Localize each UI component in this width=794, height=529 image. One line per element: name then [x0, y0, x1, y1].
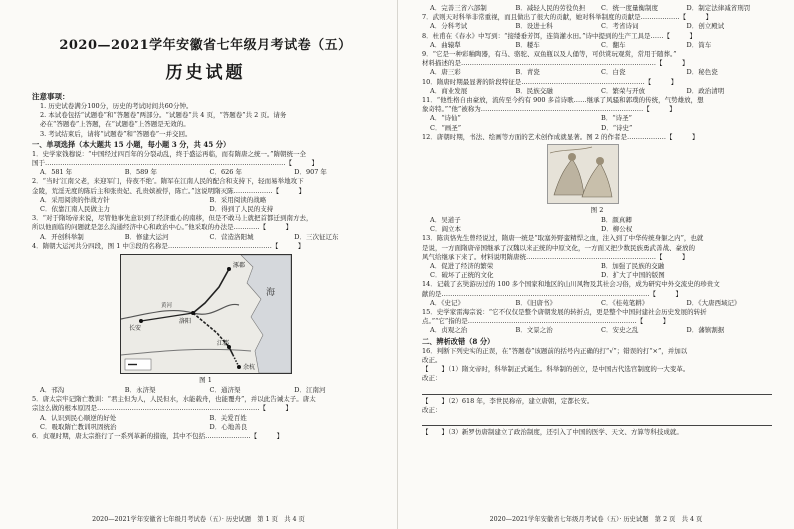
question-text: 是说，一方面隋唐帝国继承了汉魏以来正统的中原文化，一方面又把少数民族勇武善战、豪放的	[422, 243, 695, 252]
option: B．民族交融	[515, 86, 553, 95]
question-text: 2．“当时‘江南父老，来迎军门，侍夜不绝’。隋军在江南人民的配合和支持下，轻而易举地攻下	[32, 177, 304, 186]
question-text: 材料描述的是………………………………………………………………………………【 】	[422, 59, 689, 68]
question-text: 5．唐太宗牢记隋亡教训：“君主但为人，人民但水，水能载舟，也能覆舟”，并以此告诫太子。唐太	[32, 395, 316, 404]
question-text: 15．史学家雷海宗说：“它不仅仅是整个唐朝发展的转折点，更是整个中国封建社会历史发展的转折	[422, 308, 707, 317]
option: A．贞观之治	[430, 326, 468, 335]
question-text: 14．记载了玄奘游历过的 100 多个国家和地区的山川风物及其社会习俗，成为研究中外交流史的珍贵文	[422, 280, 720, 289]
question-text: 8．杜甫在《春水》中写到：“接缕垂芳饵，连筒灌水田。”诗中提到的生产工具是……【 】	[422, 31, 697, 40]
sea-area	[241, 255, 291, 373]
options-row	[422, 87, 772, 96]
option: A．促进了经济的繁荣	[430, 262, 494, 271]
options-row	[422, 68, 772, 77]
option: B．“诗圣”	[601, 114, 632, 123]
options-row	[422, 41, 772, 50]
page-footer: 2020—2021学年安徽省七年级月考试卷（五）· 历史试题 第 1 页 共 4 页	[92, 516, 305, 523]
question-text: 国于…………………………………………………………………………………………………【 】	[32, 159, 318, 168]
option: B．修建大运河	[124, 232, 169, 241]
exam-subtitle: 历史试题	[165, 63, 246, 83]
judgement-item: 【 】（2）618 年，李世民称帝，建立唐朝，定都长安。	[422, 396, 594, 405]
options-row	[32, 423, 379, 432]
question-text: 象奇特。”“他”被称为…………………………………………………………………【 】	[422, 105, 676, 114]
question-text: 13．陈寅恪先生曾经说过，隋唐一统是“取塞外野蛮精悍之血，注入到了中华传统身躯之内”，也就	[422, 234, 704, 243]
option: A．采用阅读的作战方针	[40, 195, 110, 204]
note-line: 2. 本试卷包括“试题卷”和“答题卷”两部分。“试题卷”共 4 页，“答题卷”共 2 页。请务	[40, 111, 287, 120]
option: C．考省诗词	[601, 22, 639, 31]
option: B．设进士科	[515, 22, 553, 31]
section-heading: 二、辨析改错（8 分）	[422, 336, 495, 346]
option: D．“诗史”	[601, 123, 633, 132]
note-line: 3. 考试结束后，请将“试题卷”和“答题卷”一并交回。	[40, 129, 192, 138]
exam-title: 2020—2021学年安徽省七年级月考试卷（五）	[59, 38, 352, 53]
option: C．营造洛阳城	[209, 232, 254, 241]
option: B．文景之治	[515, 326, 553, 335]
options-row	[422, 4, 772, 13]
city-marker	[237, 365, 241, 369]
options-row	[422, 262, 772, 271]
question-text: 1．史学家钱穆说：“中国经过四百年的分裂动乱，终于盛运再临，而有隋唐之统一。”隋朝统一全	[32, 149, 307, 158]
option: B．耧车	[515, 40, 540, 49]
option: C．安史之乱	[601, 326, 639, 335]
option: C．翻车	[601, 40, 626, 49]
option: D．柳公权	[601, 225, 633, 234]
option: A．吴道子	[430, 216, 461, 225]
option: C．繁荣与开放	[601, 86, 645, 95]
option: D．筒车	[686, 40, 712, 49]
answer-line[interactable]	[422, 416, 772, 426]
question-text: 12．唐朝时期，书法、绘画等方面的艺术创作成就显著。图 2 的作者是………………【 】	[422, 132, 699, 141]
figure-2-painting	[547, 144, 619, 204]
option: A．581 年	[40, 168, 73, 177]
question-text: 11．“他性格自由豪放，流传至今约有 900 多首诗歌……继承了风骚和郭璞的传统，气势雄放，想	[422, 96, 704, 105]
option: C．通济渠	[209, 386, 241, 395]
label-yuhang: 余杭	[243, 364, 256, 372]
question-text: 献的是……………………………………………………………………………………【 】	[422, 289, 682, 298]
option: C．白瓷	[601, 68, 626, 77]
option: D．制定法律减省刑罚	[686, 4, 751, 12]
option: B．《旧唐书》	[515, 298, 557, 307]
option: D．江南河	[294, 386, 326, 395]
canal-segment-1	[193, 269, 229, 313]
option: D．心地善良	[209, 422, 248, 431]
option: C．《桂苑笔耕》	[601, 298, 649, 307]
option: B．减轻人民的劳役负担	[515, 4, 586, 12]
note-line: 必在“答题卷”上答题，在“试题卷”上答题是无效的。	[40, 120, 190, 129]
label-zhuojun: 涿郡	[233, 262, 246, 270]
options-row	[422, 326, 772, 335]
question-text: 宗这么做的根本原因是…………………………………………………………………【 】	[32, 404, 292, 413]
options-row	[422, 22, 772, 31]
question-text: 4．隋朝大运河共分四段，图 1 中③段的名称是…………………………………………【 】	[32, 241, 305, 250]
answer-line[interactable]	[422, 385, 772, 395]
page-footer: 2020—2021学年安徽省七年级月考试卷（五）· 历史试题 第 2 页 共 4 页	[489, 516, 703, 523]
options-row	[32, 386, 379, 395]
option: A．认识到民心顺逆的好处	[40, 413, 117, 422]
question-text: 10．隋唐时期最显著的阶段特征是…………………………………………………【 】	[422, 77, 678, 86]
question-text: 3．“对于隋场帝来说，尽管他事先意识到了经济重心的南移，但是不敢马上就把首都迁到南方去，	[32, 214, 313, 223]
options-row	[32, 414, 379, 423]
option: D．907 年	[294, 168, 327, 177]
question-text: 所以他面临的问题就是怎么沟通经济中心和政治中心。”他采取的办法是…………【 】	[32, 223, 293, 232]
yellow-river-line	[121, 304, 239, 319]
grand-canal-map	[120, 254, 292, 374]
options-row	[32, 205, 379, 214]
label-sea: 海	[266, 288, 276, 299]
option: A．商业发展	[430, 86, 468, 95]
map-svg	[121, 255, 291, 373]
question-text: 点。”“它”指的是……………………………………………………………………【 】	[422, 317, 670, 326]
option: A．曲辕犁	[430, 40, 461, 49]
question-text: 16．判断下列史实的正误，在“答题卷”该题前的括号内正确的打“√”；错误的打“×”，并加以	[422, 346, 688, 355]
option: B．加强了民族的交融	[601, 262, 665, 271]
option: B．589 年	[124, 168, 157, 177]
label-changan: 长安	[129, 325, 142, 333]
option: D．扩大了中国的版图	[601, 271, 665, 280]
option: A．《史记》	[430, 298, 464, 307]
option: A．开创科举制	[40, 232, 84, 241]
correction-label: 改正：	[422, 405, 442, 414]
option: A．分科考试	[430, 22, 468, 31]
note-line: 1. 历史试卷满分100分，历史的考试时间共60分钟。	[40, 102, 193, 110]
question-text: 风气给继承下来了。材料说明隋唐统……………………………………………………【 】	[422, 252, 689, 261]
city-marker	[191, 311, 195, 315]
option: A．唐三彩	[430, 68, 461, 77]
option: C．626 年	[209, 168, 242, 177]
option: D．秘色瓷	[686, 68, 718, 77]
judgement-item: 【 】（1）隋文帝时，科举制正式诞生。科举制的创立，是中国古代选官制度的一大变革。	[422, 365, 690, 374]
options-row	[422, 299, 772, 308]
option: D．创立殿试	[686, 22, 725, 31]
option: C．破坏了正统的文化	[430, 271, 494, 280]
options-row	[422, 216, 772, 225]
option: C．阎立本	[430, 225, 461, 234]
figure-1-caption: 图 1	[199, 376, 212, 385]
city-marker	[139, 319, 143, 323]
page-right	[397, 0, 794, 529]
option: B．青瓷	[515, 68, 540, 77]
option: D．三次征辽东	[294, 232, 339, 241]
option: A．“诗仙”	[430, 114, 461, 123]
option: D．得到了人民的支持	[209, 205, 274, 214]
canal-segment-4	[233, 355, 239, 367]
option: D．政治清明	[686, 86, 725, 95]
notes-heading: 注意事项：	[32, 92, 70, 101]
option: D．《大唐西域记》	[686, 298, 741, 307]
question-text: 9．“它是一种彩釉陶器，有马、骆驼、双鱼瓶以及人俑等，可供赏玩观赏，常用于随葬。”	[422, 50, 677, 59]
question-text: 6．贞观时期，唐太宗推行了一系列革新的措施，其中不包括…………………【 】	[32, 432, 284, 441]
options-row	[32, 196, 379, 205]
option: A．邗沟	[40, 386, 65, 395]
judgement-item: 【 】（3）新罗仿唐制建立了政治制度，还引入了中国的医学、天文、方算等科技成就。	[422, 427, 683, 436]
label-river: 黄河	[161, 303, 173, 310]
option: B．采用阅读的战略	[209, 195, 267, 204]
option: C．吸取隋亡教训巩固统治	[40, 422, 117, 431]
city-marker	[227, 267, 231, 271]
option: C．统一度量衡制度	[601, 4, 658, 12]
option: C．依靠江南人民做主力	[40, 205, 110, 214]
option: C．“画圣”	[430, 123, 462, 132]
options-row	[422, 114, 772, 123]
option: B．颜真卿	[601, 216, 632, 225]
option: A．完善三省六部制	[430, 4, 487, 12]
option: D．藩镇割据	[686, 326, 725, 335]
question-text: 7．武则天对科举非常重视，而且做出了很大的贡献，她对科举制度的贡献是………………【 】	[422, 13, 713, 22]
options-row	[422, 124, 772, 133]
correction-label: 改正：	[422, 374, 442, 383]
options-row	[32, 233, 379, 242]
label-luoyang: 洛阳	[179, 318, 192, 326]
option: B．关爱百姓	[209, 413, 247, 422]
figure-2-caption: 图 2	[590, 206, 604, 215]
section-heading: 一、单项选择（本大题共 15 小题，每小题 3 分，共 45 分）	[32, 139, 231, 149]
question-text: 改正。	[422, 355, 442, 364]
question-text: 金陵，荒淫无度的陈后主和张贵妃、孔贵嫔被俘，陈亡。”这说明隋灭陈………………【 】	[32, 186, 306, 195]
option: B．永济渠	[124, 386, 156, 395]
label-jiangdu: 江都	[217, 340, 230, 348]
